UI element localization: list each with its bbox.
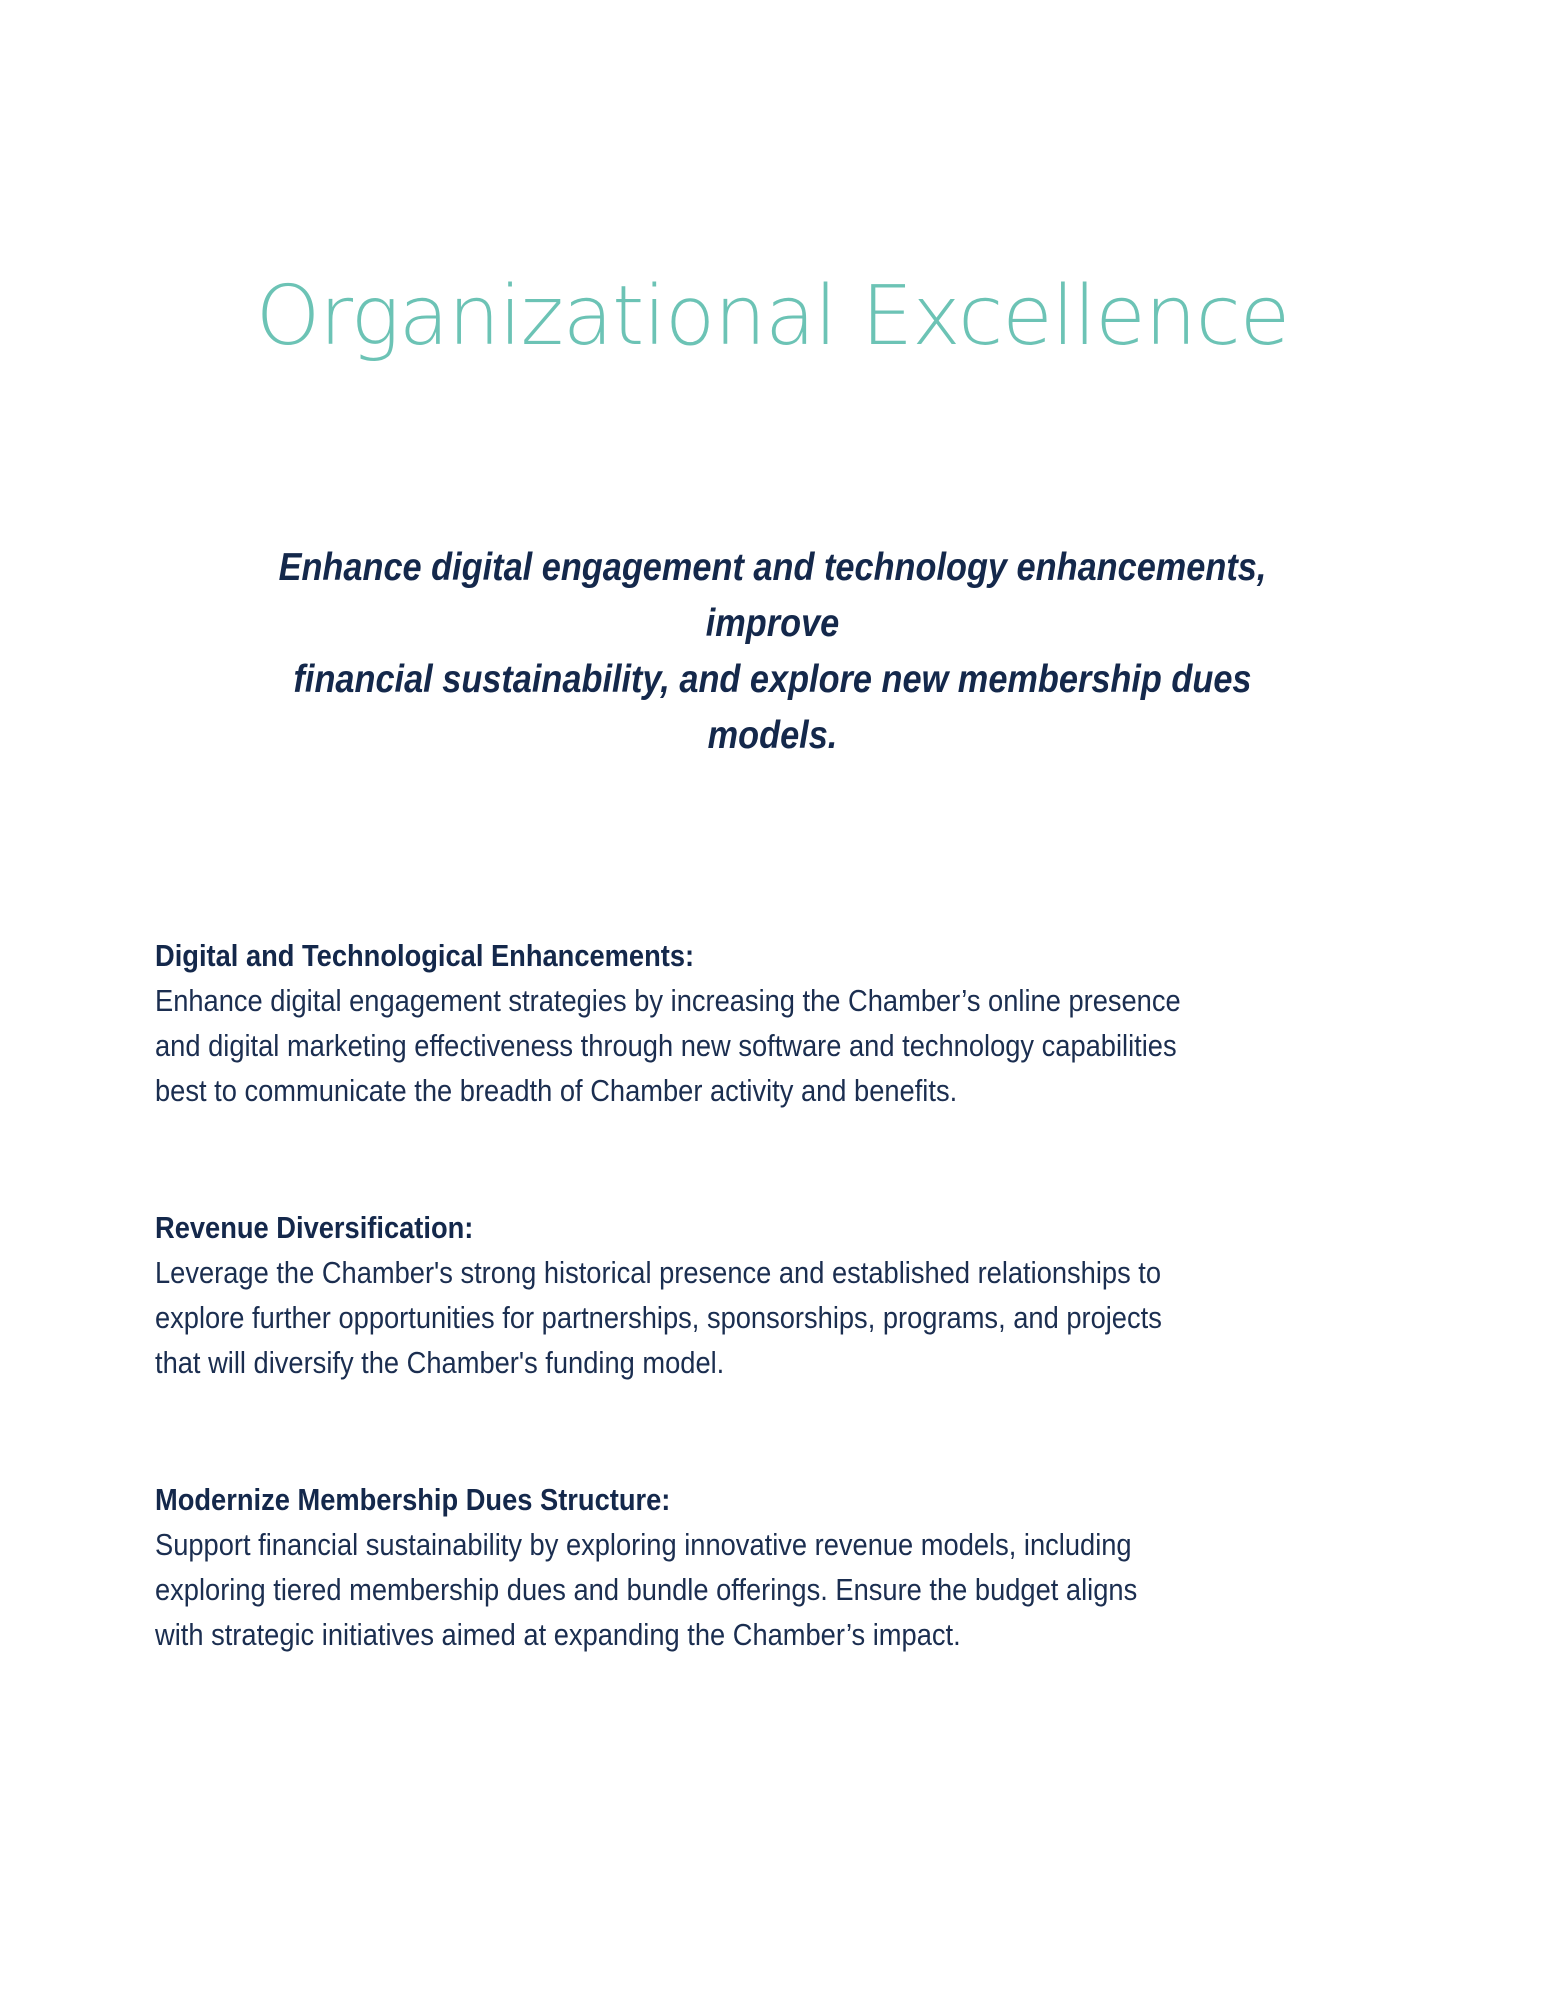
subtitle-line: financial sustainability, and explore new membership dues models. [293,658,1252,757]
page-subtitle [225,540,1321,764]
section-revenue-diversification [155,1206,1415,1385]
body-line: Leverage the Chamber's strong historical presence and established relationships to [155,1255,1162,1290]
body-line: explore further opportunities for partnerships, sponsorships, programs, and projects [155,1300,1162,1335]
section-body [155,978,1387,1113]
section-heading: Digital and Technological Enhancements: [155,938,695,973]
page-title: Organizational Excellence [255,269,1290,364]
section-heading: Modernize Membership Dues Structure: [155,1482,671,1517]
section-body [155,1250,1387,1385]
section-digital-technological [155,934,1415,1113]
section-heading: Revenue Diversification: [155,1210,474,1245]
body-line: Support financial sustainability by exploring innovative revenue models, including [155,1527,1132,1562]
body-line: exploring tiered membership dues and bundle offerings. Ensure the budget aligns [155,1572,1138,1607]
body-line: and digital marketing effectiveness through new software and technology capabilities [155,1028,1177,1063]
body-line: with strategic initiatives aimed at expanding the Chamber’s impact. [155,1617,961,1652]
body-line: best to communicate the breadth of Chamber activity and benefits. [155,1073,958,1108]
body-line: Enhance digital engagement strategies by increasing the Chamber’s online presence [155,983,1181,1018]
subtitle-line: Enhance digital engagement and technology enhancements, improve [278,546,1267,645]
section-body [155,1522,1387,1657]
section-membership-dues [155,1478,1415,1657]
body-line: that will diversify the Chamber's funding model. [155,1345,725,1380]
